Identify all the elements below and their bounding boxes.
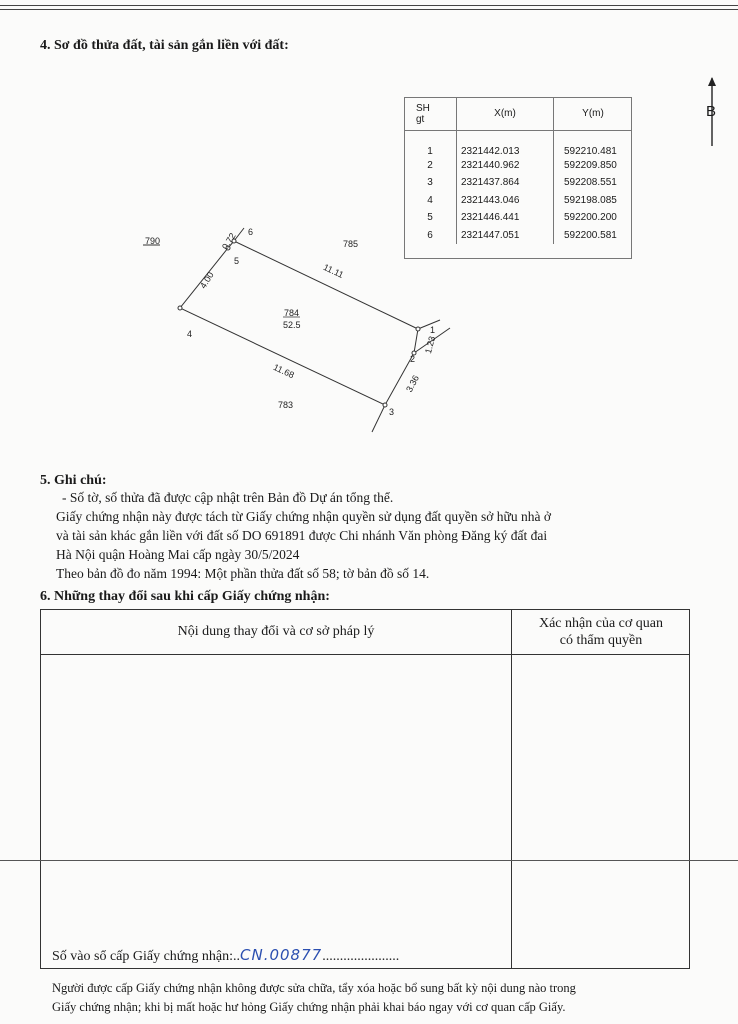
- section6-title: 6. Những thay đổi sau khi cấp Giấy chứng nhận:: [40, 589, 330, 604]
- point-label-5: 5: [234, 256, 240, 266]
- point-label-3: 3: [389, 407, 395, 417]
- edge-length-5-4: 4.00: [198, 270, 216, 291]
- footer-line1: Người được cấp Giấy chứng nhận không được sửa chữa, tẩy xóa hoặc bổ sung bất kỳ nội dung nào trong: [52, 981, 576, 995]
- table-cell: 6: [404, 227, 457, 245]
- point-label-4: 4: [187, 329, 193, 339]
- table-header-point: SH gt: [404, 97, 457, 131]
- table-cell: 2321437.864: [457, 174, 554, 192]
- neighbor-783: 783: [278, 400, 294, 410]
- confirmation-column-header: [512, 615, 690, 649]
- table-header-y: Y(m): [554, 97, 633, 131]
- boundary-extension: [372, 405, 385, 432]
- table-cell: 1: [404, 131, 457, 157]
- changes-column-header: Nội dung thay đổi và cơ sở pháp lý: [177, 624, 375, 639]
- parcel-number: 784: [284, 308, 300, 318]
- note-line: - Số tờ, số thửa đã được cập nhật trên Bản đồ Dự án tổng thể.: [62, 490, 394, 505]
- table-cell: 592208.551: [564, 177, 617, 189]
- table-cell: 2: [404, 157, 457, 175]
- table-cell: 2321446.441: [457, 209, 554, 227]
- header-divider: [41, 654, 689, 655]
- table-cell: 592210.481: [564, 145, 617, 157]
- footer-line2: Giấy chứng nhận; khi bị mất hoặc hư hỏng Giấy chứng nhận phải khai báo ngay với cơ quan cấp Giấy.: [52, 1000, 566, 1014]
- table-cell: 592200.581: [564, 229, 617, 241]
- column-divider: [511, 610, 512, 968]
- plot-diagram: [0, 0, 738, 460]
- section4-title: 4. Sơ đồ thửa đất, tài sản gắn liền với đất:: [40, 38, 289, 53]
- table-cell: 2321447.051: [457, 227, 554, 245]
- parcel-area: 52.5: [283, 320, 301, 330]
- footer-warning: [52, 979, 702, 1017]
- point-label-6: 6: [248, 227, 254, 237]
- confirmation-header-line2: có thẩm quyền: [559, 633, 643, 648]
- neighbor-785: 785: [343, 239, 359, 249]
- note-line: và tài sản khác gắn liền với đất số DO 691891 được Chi nhánh Văn phòng Đăng ký đất đai: [56, 528, 548, 543]
- table-cell: 2321443.046: [457, 192, 554, 210]
- note-line: Giấy chứng nhận này được tách từ Giấy chứng nhận quyền sử dụng đất quyền sở hữu nhà ở: [56, 509, 551, 524]
- table-cell: 592200.200: [564, 212, 617, 224]
- edge-length-1-2: 1.23: [423, 335, 438, 355]
- registration-number: [52, 946, 399, 965]
- edge-length-2-3: 3.36: [404, 373, 422, 394]
- registration-value-handwritten: CN.00877: [240, 946, 323, 964]
- edge-length-6-1: 11.11: [321, 262, 346, 281]
- changes-table: [40, 609, 690, 969]
- point-label-1: 1: [430, 325, 436, 335]
- point-label-2: 2: [410, 354, 416, 364]
- table-header-x: X(m): [457, 97, 554, 131]
- table-cell: 592209.850: [564, 159, 617, 171]
- neighbor-790: 790: [145, 236, 161, 246]
- registration-label: Số vào sổ cấp Giấy chứng nhận:..: [52, 949, 240, 964]
- table-cell: 2321440.962: [457, 157, 554, 175]
- note-line: Theo bản đồ đo năm 1994: Một phần thửa đất số 58; tờ bản đồ số 14.: [56, 566, 430, 581]
- edge-length-4-3: 11.68: [271, 362, 296, 381]
- confirmation-header-line1: Xác nhận của cơ quan: [538, 616, 663, 631]
- registration-dots: ......................: [322, 949, 400, 964]
- note-line: Hà Nội quận Hoàng Mai cấp ngày 30/5/2024: [56, 547, 300, 562]
- table-cell: 4: [404, 192, 457, 210]
- table-cell: 2321442.013: [457, 131, 554, 157]
- table-cell: 3: [404, 174, 457, 192]
- north-label: B: [706, 103, 717, 120]
- edge-length-6-5: 0.72: [220, 231, 238, 252]
- fold-line: [0, 860, 738, 861]
- section5-title: 5. Ghi chú:: [40, 473, 107, 488]
- table-cell: 592198.085: [564, 194, 617, 206]
- boundary-extension: [418, 320, 440, 329]
- table-cell: 5: [404, 209, 457, 227]
